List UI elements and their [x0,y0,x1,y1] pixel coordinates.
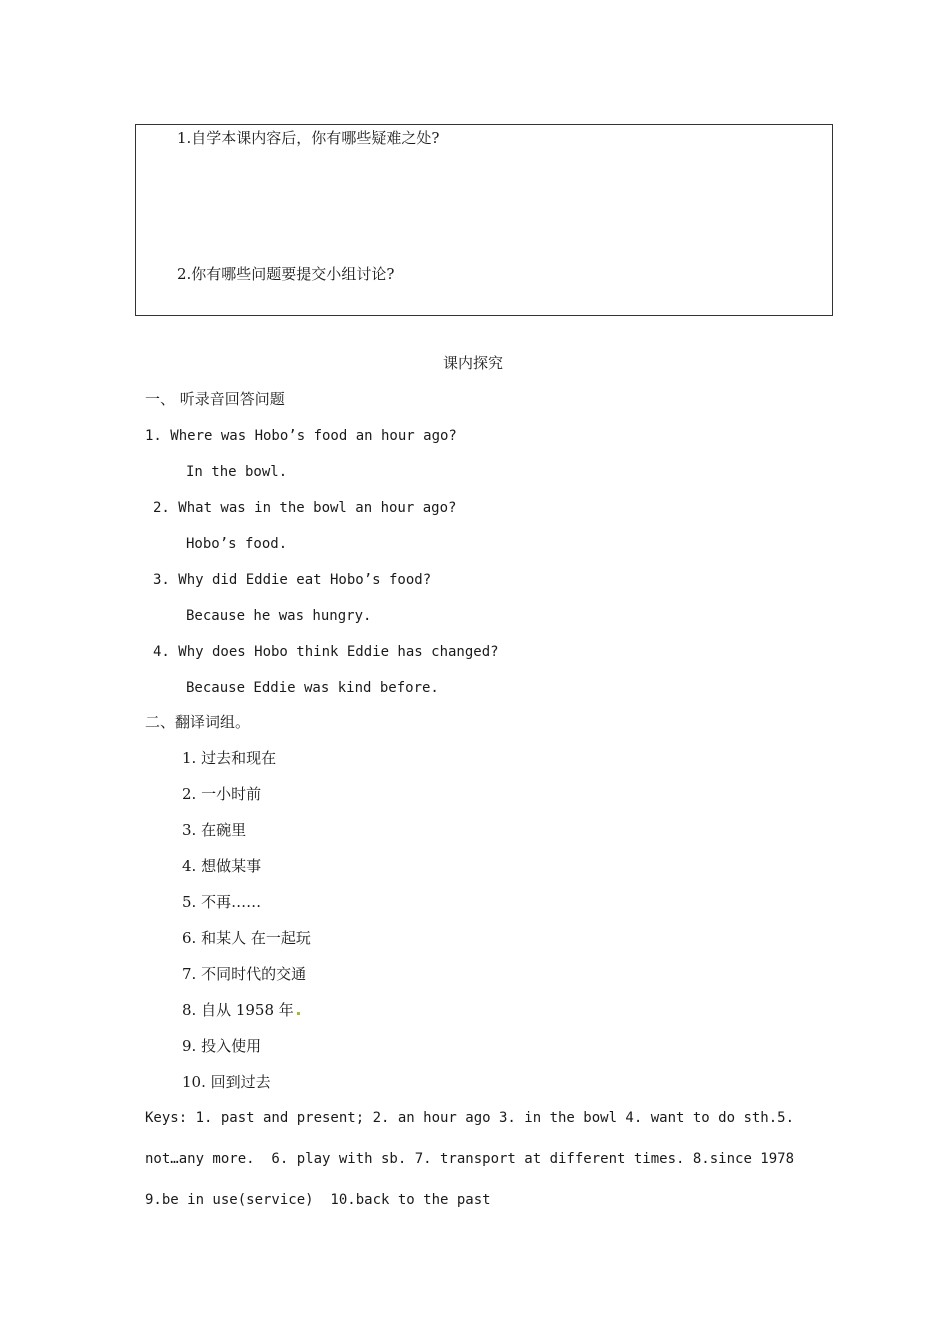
reflection-question-2: 2.你有哪些问题要提交小组讨论? [177,265,395,283]
phrase-item: 1. 过去和现在 [182,749,277,767]
keys-line-3: 9.be in use(service) 10.back to the past [145,1192,491,1208]
reflection-box [135,124,833,316]
phrase-item: 6. 和某人 在一起玩 [182,929,311,947]
phrase-item: 7. 不同时代的交通 [182,965,307,983]
answer-1: In the bowl. [186,464,288,480]
phrase-item: 3. 在碗里 [182,821,247,839]
keys-line-2: not…any more. 6. play with sb. 7. transport at different times. 8.since 1978 [145,1151,795,1167]
part2-heading: 二、翻译词组。 [145,713,251,731]
phrase-item: 2. 一小时前 [182,785,262,803]
reflection-question-1: 1.自学本课内容后，你有哪些疑难之处? [177,129,440,147]
question-3: 3. Why did Eddie eat Hobo’s food? [153,572,432,588]
keys-line-1: Keys: 1. past and present; 2. an hour ago 3. in the bowl 4. want to do sth.5. [145,1110,795,1126]
section-title: 课内探究 [443,354,504,372]
answer-3: Because he was hungry. [186,608,372,624]
question-2: 2. What was in the bowl an hour ago? [153,500,457,516]
answer-4: Because Eddie was kind before. [186,680,439,696]
part1-heading: 一、 听录音回答问题 [145,390,285,408]
answer-2: Hobo’s food. [186,536,288,552]
highlight-dot [297,1012,300,1015]
phrase-item: 9. 投入使用 [182,1037,262,1055]
question-1: 1. Where was Hobo’s food an hour ago? [145,428,457,444]
phrase-item: 5. 不再…… [182,893,262,911]
phrase-item: 8. 自从 1958 年 [182,1001,294,1019]
phrase-item: 4. 想做某事 [182,857,262,875]
question-4: 4. Why does Hobo think Eddie has changed? [153,644,499,660]
phrase-item: 10. 回到过去 [182,1073,271,1091]
